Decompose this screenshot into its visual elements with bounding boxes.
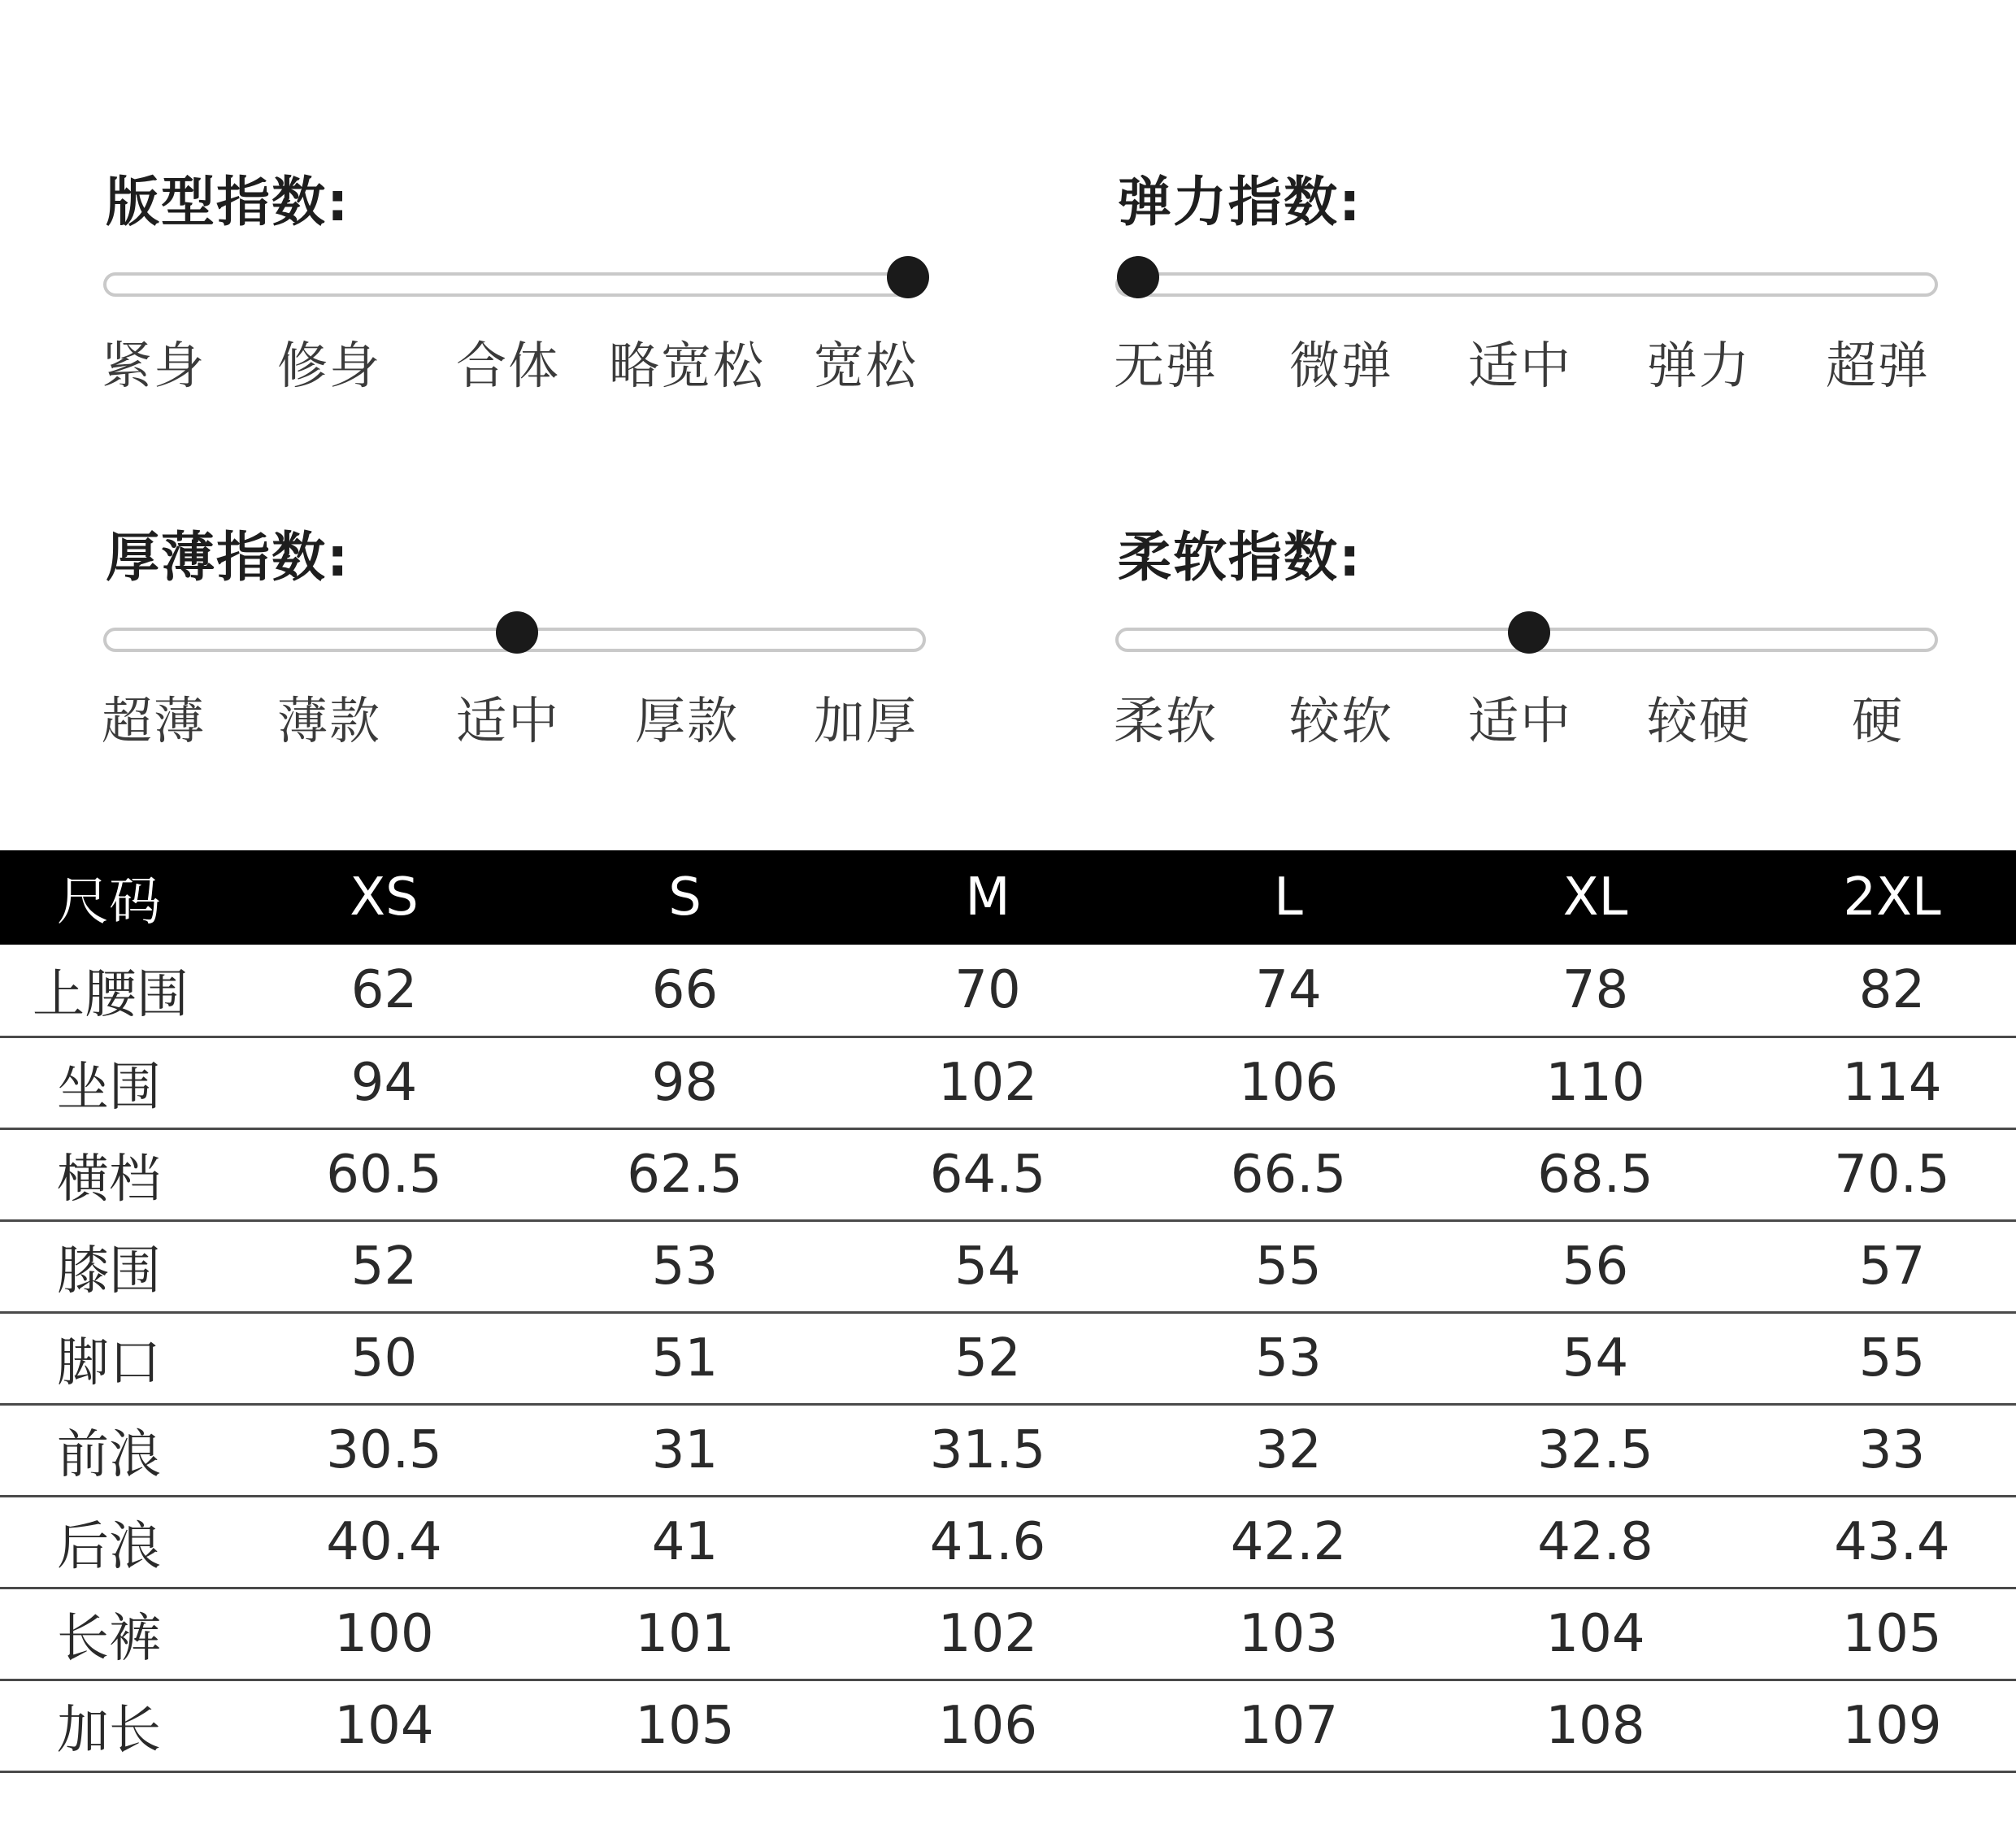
fit-index-gauge <box>102 159 931 402</box>
stretch-index-title: 弹力指数: <box>1118 171 1362 233</box>
thickness-option-label: 加厚 <box>813 691 918 750</box>
measurement-value-cell: 98 <box>532 1036 837 1128</box>
table-row <box>0 1588 2016 1680</box>
table-row <box>0 1680 2016 1771</box>
measurement-value-cell: 52 <box>837 1312 1138 1404</box>
measurement-name-cell: 坐围 <box>0 1036 236 1128</box>
table-row <box>0 1128 2016 1220</box>
measurement-value-cell: 41.6 <box>837 1496 1138 1588</box>
measurement-name-cell: 加长 <box>0 1680 236 1771</box>
stretch-index-gauge <box>1114 159 1943 402</box>
measurement-value-cell: 62.5 <box>532 1128 837 1220</box>
stretch-option-label: 微弹 <box>1288 336 1393 395</box>
size-header-cell: 尺码 <box>57 872 161 932</box>
measurement-value-cell: 56 <box>1439 1220 1752 1312</box>
stretch-option-label: 无弹 <box>1114 336 1219 395</box>
measurement-value-cell: 54 <box>1439 1312 1752 1404</box>
measurement-value-cell: 82 <box>1752 945 2016 1036</box>
measurement-value-cell: 31.5 <box>837 1404 1138 1496</box>
measurement-value-cell: 106 <box>1138 1036 1439 1128</box>
softness-option-label: 适中 <box>1467 691 1572 750</box>
stretch-option-label: 弹力 <box>1646 336 1751 395</box>
measurement-value-cell: 104 <box>236 1680 532 1771</box>
stretch-option-label: 超弹 <box>1825 336 1930 395</box>
softness-option-label: 硬 <box>1851 691 1904 750</box>
size-header-cell: XL <box>1562 867 1628 928</box>
size-header-cell: XS <box>350 867 419 928</box>
measurement-value-cell: 30.5 <box>236 1404 532 1496</box>
fit-option-label: 略宽松 <box>608 336 765 395</box>
thickness-option-label: 薄款 <box>276 691 381 750</box>
thickness-option-label: 适中 <box>455 691 560 750</box>
fit-option-label: 合体 <box>455 336 560 395</box>
fit-option-label: 修身 <box>276 336 381 395</box>
measurement-value-cell: 53 <box>532 1220 837 1312</box>
measurement-value-cell: 108 <box>1439 1680 1752 1771</box>
measurement-value-cell: 94 <box>236 1036 532 1128</box>
measurement-value-cell: 102 <box>837 1588 1138 1680</box>
size-header-cell: M <box>965 867 1010 928</box>
measurement-name-cell: 前浪 <box>0 1404 236 1496</box>
softness-index-title: 柔软指数: <box>1118 526 1362 589</box>
measurement-value-cell: 60.5 <box>236 1128 532 1220</box>
table-row <box>0 1036 2016 1128</box>
measurement-value-cell: 78 <box>1439 945 1752 1036</box>
measurement-value-cell: 40.4 <box>236 1496 532 1588</box>
measurement-value-cell: 42.2 <box>1138 1496 1439 1588</box>
measurement-value-cell: 41 <box>532 1496 837 1588</box>
measurement-value-cell: 32 <box>1138 1404 1439 1496</box>
thickness-index-gauge <box>102 514 931 758</box>
measurement-value-cell: 57 <box>1752 1220 2016 1312</box>
measurement-value-cell: 70.5 <box>1752 1128 2016 1220</box>
measurement-value-cell: 105 <box>532 1680 837 1771</box>
table-row <box>0 1220 2016 1312</box>
size-chart-table <box>0 850 2016 1773</box>
measurement-value-cell: 43.4 <box>1752 1496 2016 1588</box>
thickness-index-title: 厚薄指数: <box>106 526 350 589</box>
measurement-value-cell: 66.5 <box>1138 1128 1439 1220</box>
softness-index-indicator <box>1508 611 1550 654</box>
measurement-name-cell: 脚口 <box>0 1312 236 1404</box>
measurement-value-cell: 32.5 <box>1439 1404 1752 1496</box>
measurement-value-cell: 66 <box>532 945 837 1036</box>
measurement-value-cell: 114 <box>1752 1036 2016 1128</box>
fit-index-indicator <box>887 256 929 298</box>
size-header-cell: 2XL <box>1843 867 1941 928</box>
measurement-value-cell: 103 <box>1138 1588 1439 1680</box>
measurement-value-cell: 42.8 <box>1439 1496 1752 1588</box>
measurement-value-cell: 64.5 <box>837 1128 1138 1220</box>
measurement-name-cell: 长裤 <box>0 1588 236 1680</box>
measurement-name-cell: 上腰围 <box>0 945 236 1036</box>
measurement-value-cell: 107 <box>1138 1680 1439 1771</box>
thickness-option-label: 厚款 <box>634 691 739 750</box>
measurement-value-cell: 68.5 <box>1439 1128 1752 1220</box>
fit-option-label: 紧身 <box>102 336 206 395</box>
fit-option-label: 宽松 <box>813 336 918 395</box>
measurement-value-cell: 53 <box>1138 1312 1439 1404</box>
measurement-name-cell: 膝围 <box>0 1220 236 1312</box>
stretch-option-label: 适中 <box>1467 336 1572 395</box>
table-row <box>0 1404 2016 1496</box>
measurement-value-cell: 100 <box>236 1588 532 1680</box>
softness-option-label: 较硬 <box>1646 691 1751 750</box>
stretch-index-track <box>1115 272 1938 297</box>
thickness-index-indicator <box>496 611 538 654</box>
table-row <box>0 945 2016 1036</box>
table-row <box>0 1496 2016 1588</box>
measurement-value-cell: 105 <box>1752 1588 2016 1680</box>
measurement-value-cell: 55 <box>1138 1220 1439 1312</box>
measurement-name-cell: 后浪 <box>0 1496 236 1588</box>
measurement-value-cell: 33 <box>1752 1404 2016 1496</box>
measurement-value-cell: 104 <box>1439 1588 1752 1680</box>
fit-index-track <box>103 272 926 297</box>
measurement-value-cell: 110 <box>1439 1036 1752 1128</box>
measurement-value-cell: 106 <box>837 1680 1138 1771</box>
measurement-value-cell: 109 <box>1752 1680 2016 1771</box>
fit-index-title: 版型指数: <box>106 171 350 233</box>
measurement-value-cell: 50 <box>236 1312 532 1404</box>
measurement-name-cell: 横档 <box>0 1128 236 1220</box>
size-header-cell: S <box>668 867 702 928</box>
measurement-value-cell: 102 <box>837 1036 1138 1128</box>
thickness-option-label: 超薄 <box>102 691 206 750</box>
measurement-value-cell: 70 <box>837 945 1138 1036</box>
measurement-value-cell: 74 <box>1138 945 1439 1036</box>
measurement-value-cell: 101 <box>532 1588 837 1680</box>
measurement-value-cell: 54 <box>837 1220 1138 1312</box>
measurement-value-cell: 31 <box>532 1404 837 1496</box>
softness-option-label: 柔软 <box>1114 691 1219 750</box>
softness-index-gauge <box>1114 514 1943 758</box>
measurement-value-cell: 55 <box>1752 1312 2016 1404</box>
measurement-value-cell: 52 <box>236 1220 532 1312</box>
measurement-value-cell: 62 <box>236 945 532 1036</box>
size-header-cell: L <box>1274 867 1303 928</box>
size-table-header-row <box>0 850 2016 945</box>
stretch-index-indicator <box>1117 256 1159 298</box>
measurement-value-cell: 51 <box>532 1312 837 1404</box>
softness-option-label: 较软 <box>1288 691 1393 750</box>
table-row <box>0 1312 2016 1404</box>
